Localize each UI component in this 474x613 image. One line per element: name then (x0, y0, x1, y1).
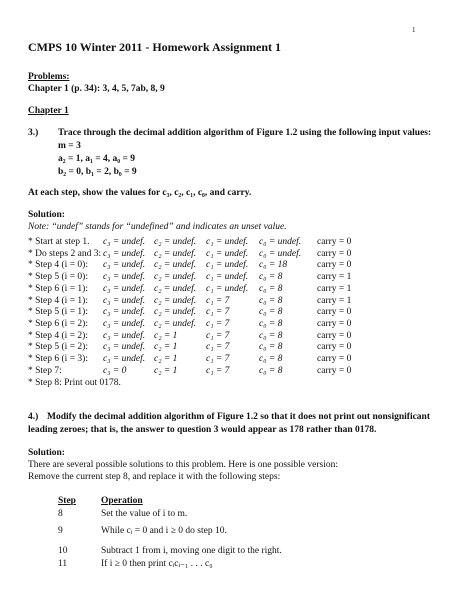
trace-c2: c₂ = undef. (154, 248, 197, 259)
trace-c1: c₁ = undef. (206, 248, 249, 259)
q3-input-m: m = 3 (58, 141, 81, 151)
trace-c1: c₁ = 7 (206, 365, 230, 376)
solution1-heading: Solution: (28, 210, 65, 220)
step-number: 9 (58, 526, 63, 536)
trace-step-label: * Step 6 (i = 3): (28, 354, 88, 364)
trace-carry: carry = 0 (317, 260, 352, 271)
trace-step-label: * Start at step 1. (28, 237, 90, 247)
trace-final-step: * Step 8: Print out 0178. (28, 378, 121, 388)
trace-c0: c₀ = 8 (259, 354, 283, 364)
trace-c2: c₂ = undef. (154, 283, 197, 294)
trace-carry: carry = 0 (317, 365, 352, 376)
trace-c2: c₂ = undef. (154, 307, 197, 318)
trace-carry: carry = 0 (317, 237, 352, 247)
trace-c2: c₂ = 1 (154, 330, 178, 341)
q3-input-b: b₂ = 0, b₁ = 2, b₀ = 9 (58, 167, 137, 177)
solution2-heading: Solution: (28, 448, 65, 458)
trace-step-label: * Do steps 2 and 3: (28, 248, 102, 259)
trace-c2: c₂ = undef. (154, 295, 197, 306)
q4-prompt-line2: leading zeroes; that is, the answer to question 3 would appear as 178 rather than 0178. (28, 425, 377, 435)
trace-c0: c₀ = 8 (259, 330, 283, 341)
trace-step-label: * Step 4 (i = 0): (28, 260, 88, 271)
problems-heading: Problems: (28, 72, 70, 82)
trace-c0: c₀ = undef. (259, 248, 302, 259)
trace-carry: carry = 0 (317, 330, 352, 341)
trace-c2: c₂ = 1 (154, 342, 178, 353)
step-number: 10 (58, 546, 68, 556)
trace-c3: c₃ = undef. (103, 248, 146, 259)
trace-c1: c₁ = 7 (206, 330, 230, 341)
trace-step-label: * Step 4 (i = 1): (28, 295, 88, 306)
trace-c1: c₁ = 7 (206, 318, 230, 329)
step-operation: Subtract 1 from i, moving one digit to the right. (101, 546, 282, 556)
trace-step-label: * Step 5 (i = 0): (28, 272, 88, 283)
trace-carry: carry = 1 (317, 283, 352, 294)
solution2-line2: Remove the current step 8, and replace it with the following steps: (28, 472, 281, 482)
q3-instruction: At each step, show the values for c₃, c₂, c₁, c₀, and carry. (28, 188, 252, 198)
trace-c2: c₂ = undef. (154, 260, 197, 271)
trace-c3: c₃ = undef. (103, 260, 146, 271)
q4-number: 4.) (28, 412, 39, 422)
trace-c1: c₁ = 7 (206, 307, 230, 318)
trace-c3: c₃ = undef. (103, 307, 146, 318)
trace-c0: c₀ = undef. (259, 237, 302, 247)
trace-c3: c₃ = 0 (103, 365, 127, 376)
trace-carry: carry = 0 (317, 342, 352, 353)
step-number: 8 (58, 509, 63, 519)
trace-c3: c₃ = undef. (103, 237, 146, 247)
trace-c3: c₃ = undef. (103, 283, 146, 294)
trace-c2: c₂ = undef. (154, 318, 197, 329)
problems-line: Chapter 1 (p. 34): 3, 4, 5, 7ab, 8, 9 (28, 84, 165, 94)
trace-c2: c₂ = undef. (154, 237, 197, 247)
step-operation: If i ≥ 0 then print cᵢcᵢ₋₁ . . . c₀ (101, 559, 213, 569)
trace-step-label: * Step 5 (i = 2): (28, 342, 88, 353)
trace-c1: c₁ = undef. (206, 283, 249, 294)
trace-carry: carry = 1 (317, 272, 352, 283)
trace-c2: c₂ = undef. (154, 272, 197, 283)
trace-c0: c₀ = 8 (259, 283, 283, 294)
trace-c0: c₀ = 18 (259, 260, 288, 271)
trace-c2: c₂ = 1 (154, 354, 178, 364)
trace-carry: carry = 1 (317, 295, 352, 306)
step-operation: While cᵢ = 0 and i ≥ 0 do step 10. (101, 526, 227, 536)
step-operation: Set the value of i to m. (101, 509, 188, 519)
steps-col-operation: Operation (101, 496, 143, 506)
trace-c0: c₀ = 8 (259, 272, 283, 283)
trace-step-label: * Step 6 (i = 2): (28, 318, 88, 329)
trace-step-label: * Step 7: (28, 365, 62, 376)
q4-prompt-line1: Modify the decimal addition algorithm of Figure 1.2 so that it does not print out nonsignificant (47, 412, 431, 422)
trace-c3: c₃ = undef. (103, 272, 146, 283)
trace-carry: carry = 0 (317, 307, 352, 318)
trace-c0: c₀ = 8 (259, 342, 283, 353)
trace-step-label: * Step 4 (i = 2): (28, 330, 88, 341)
trace-c1: c₁ = undef. (206, 260, 249, 271)
trace-carry: carry = 0 (317, 248, 352, 259)
trace-c3: c₃ = undef. (103, 354, 146, 364)
trace-c1: c₁ = 7 (206, 342, 230, 353)
page-number: 1 (412, 26, 416, 34)
chapter-heading: Chapter 1 (28, 106, 69, 116)
trace-c3: c₃ = undef. (103, 342, 146, 353)
trace-c3: c₃ = undef. (103, 330, 146, 341)
trace-step-label: * Step 5 (i = 1): (28, 307, 88, 318)
trace-c3: c₃ = undef. (103, 318, 146, 329)
trace-carry: carry = 0 (317, 354, 352, 364)
trace-c3: c₃ = undef. (103, 295, 146, 306)
solution1-note: Note: “undef” stands for “undefined” and indicates an unset value. (28, 222, 287, 232)
trace-c2: c₂ = 1 (154, 365, 178, 376)
solution2-line1: There are several possible solutions to this problem. Here is one possible version: (28, 460, 339, 470)
trace-c1: c₁ = 7 (206, 295, 230, 306)
trace-step-label: * Step 6 (i = 1): (28, 283, 88, 294)
step-number: 11 (58, 559, 68, 569)
trace-c0: c₀ = 8 (259, 318, 283, 329)
trace-c1: c₁ = undef. (206, 272, 249, 283)
trace-c1: c₁ = 7 (206, 354, 230, 364)
trace-carry: carry = 0 (317, 318, 352, 329)
q3-number: 3.) (28, 128, 39, 138)
trace-c1: c₁ = undef. (206, 237, 249, 247)
q3-prompt: Trace through the decimal addition algorithm of Figure 1.2 using the following input values: (58, 128, 432, 138)
trace-c0: c₀ = 8 (259, 295, 283, 306)
trace-c0: c₀ = 8 (259, 365, 283, 376)
trace-c0: c₀ = 8 (259, 307, 283, 318)
page-title: CMPS 10 Winter 2011 - Homework Assignment 1 (28, 40, 282, 54)
q3-input-a: a₂ = 1, a₁ = 4, a₀ = 9 (58, 154, 136, 164)
steps-col-step: Step (58, 496, 76, 506)
